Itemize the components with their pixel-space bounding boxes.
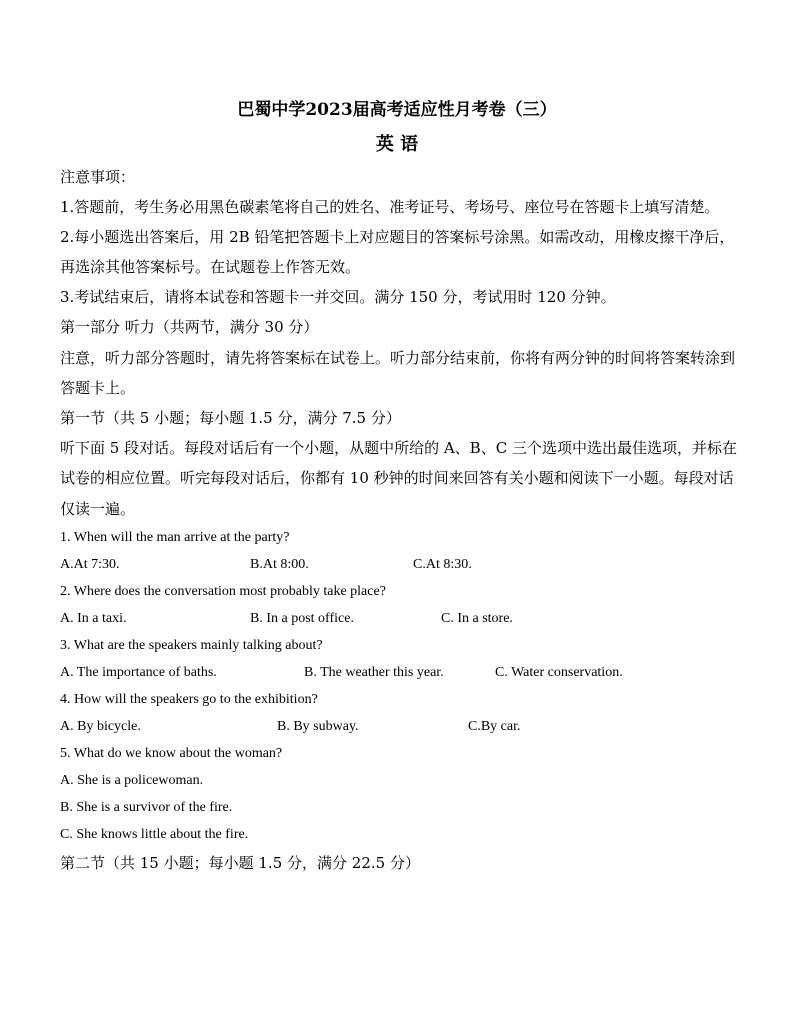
option-b: B. By subway. — [277, 719, 359, 734]
section1-heading: 第一节（共 5 小题；每小题 1.5 分，满分 7.5 分） — [60, 409, 401, 427]
notice-item: 3.考试结束后，请将本试卷和答题卡一并交回。满分 150 分，考试用时 120 分钟。 — [60, 288, 616, 306]
option-c: C. She knows little about the fire. — [60, 827, 249, 842]
exam-title: 巴蜀中学2023届高考适应性月考卷（三） — [237, 100, 557, 120]
subject-title: 英 语 — [375, 134, 419, 155]
question-stem: 3. What are the speakers mainly talking about? — [60, 638, 323, 653]
part1-heading: 第一部分 听力（共两节，满分 30 分） — [60, 318, 319, 336]
option-b: B. She is a survivor of the fire. — [60, 800, 233, 815]
notice-item: 1.答题前，考生务必用黑色碳素笔将自己的姓名、准考证号、考场号、座位号在答题卡上填写清楚。 — [60, 198, 720, 216]
notice-heading: 注意事项： — [60, 168, 136, 186]
section2-heading: 第二节（共 15 小题；每小题 1.5 分，满分 22.5 分） — [60, 854, 420, 872]
part1-note: 注意，听力部分答题时，请先将答案标在试卷上。听力部分结束前，你将有两分钟的时间将答案转涂到 — [60, 349, 736, 367]
notice-item: 2.每小题选出答案后，用 2B 铅笔把答题卡上对应题目的答案标号涂黑。如需改动，用橡皮擦干净后， — [60, 228, 735, 246]
option-a: A. She is a policewoman. — [60, 773, 204, 788]
option-b: B. The weather this year. — [304, 665, 444, 680]
question-stem: 5. What do we know about the woman? — [60, 746, 283, 761]
section1-instruction: 听下面 5 段对话。每段对话后有一个小题，从题中所给的 A、B、C 三个选项中选出最佳选项，并标在 — [60, 439, 737, 457]
question-stem: 1. When will the man arrive at the party? — [60, 530, 290, 545]
option-b: B. In a post office. — [250, 611, 354, 626]
option-c: C.By car. — [468, 719, 521, 734]
option-c: C.At 8:30. — [413, 557, 472, 572]
question-stem: 2. Where does the conversation most probably take place? — [60, 584, 386, 599]
section1-instruction: 试卷的相应位置。听完每段对话后，你都有 10 秒钟的时间来回答有关小题和阅读下一小题。每段对话 — [60, 469, 734, 487]
notice-item: 再选涂其他答案标号。在试题卷上作答无效。 — [60, 258, 361, 276]
option-a: A. By bicycle. — [60, 719, 141, 734]
option-a: A.At 7:30. — [60, 557, 120, 572]
part1-note: 答题卡上。 — [60, 379, 136, 397]
option-a: A. The importance of baths. — [60, 665, 217, 680]
option-c: C. In a store. — [441, 611, 513, 626]
option-b: B.At 8:00. — [250, 557, 309, 572]
option-a: A. In a taxi. — [60, 611, 127, 626]
section1-instruction: 仅读一遍。 — [60, 500, 136, 518]
question-stem: 4. How will the speakers go to the exhibition? — [60, 692, 318, 707]
option-c: C. Water conservation. — [495, 665, 623, 680]
